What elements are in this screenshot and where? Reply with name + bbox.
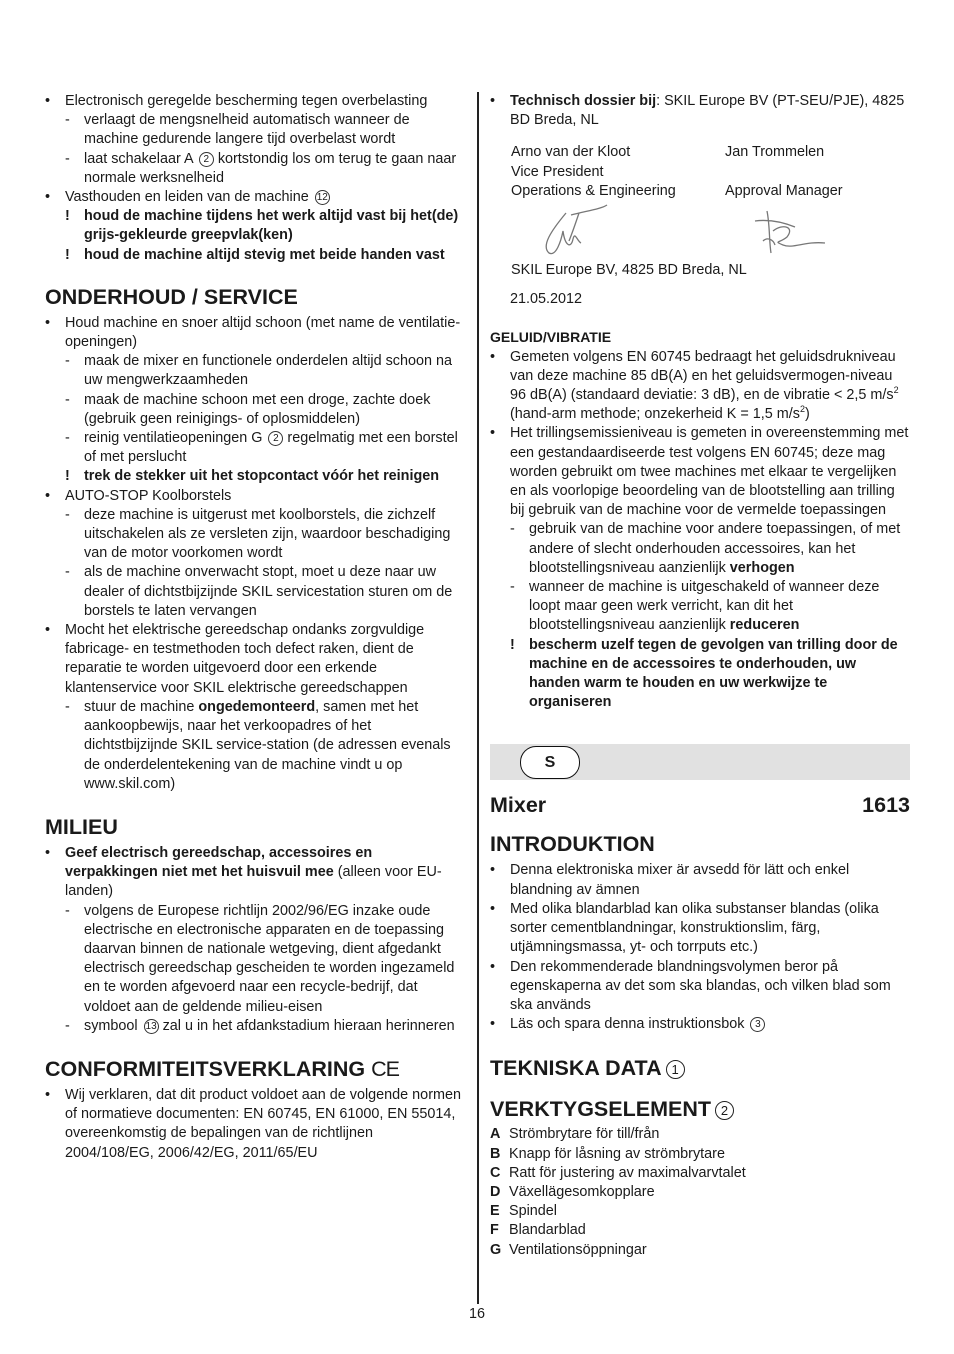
list-item: [490, 1145, 910, 1164]
sub-item: [490, 520, 910, 578]
ref-number-icon: 1: [666, 1060, 685, 1079]
superscript: 2: [799, 404, 805, 415]
item-text: wanneer de machine is uitgeschakeld of wanneer deze loopt maar geen werk verricht, kan dit het blootstellingsniveau aanzienlijk: [529, 579, 880, 634]
subsection-heading: GELUID/VIBRATIE: [490, 329, 612, 346]
sub-item: [490, 578, 910, 636]
item-text: volgens de Europese richtlijn 2002/96/EG inzake oude electrische en electronische apparaten en de toepassing daarvan binnen de nationale wetgeving, dient afgedankt electrisch gereedschap gescheiden te worden ingezameld en te worden afgevoerd naar een recycle-bedrijf, dat voldoet aan de geldende milieu-eisen: [84, 902, 455, 1015]
ref-number-icon: 13: [145, 1020, 157, 1032]
superscript: 2: [893, 385, 899, 396]
emphasis-text: Technisch dossier bij: [510, 93, 657, 109]
sub-item: [45, 698, 465, 794]
section-heading: MILIEU: [45, 814, 118, 839]
part-label: Växellägesomkopplare: [509, 1183, 655, 1200]
ref-number-icon: 12: [316, 192, 328, 204]
section-heading: [45, 1056, 465, 1082]
item-text: (hand-arm methode; onzekerheid K = 1,5 m/s: [510, 406, 800, 423]
part-label: Spindel: [509, 1203, 558, 1220]
part-label: Ratt för justering av maximalvarvtalet: [509, 1164, 746, 1181]
item-text: Houd machine en snoer altijd schoon (met name de ventilatie-openingen): [65, 314, 461, 351]
item-text: maak de machine schoon met een droge, zachte doek (gebruik geen reinigings- of oplosmiddelen): [84, 391, 431, 427]
item-text: : SKIL Europe BV (PT-SEU/PJE), 4825 BD Breda, NL: [510, 93, 905, 129]
item-text: Vasthouden en leiden van de machine: [65, 189, 309, 206]
part-letter: G: [490, 1241, 502, 1258]
signature-block: [511, 143, 910, 280]
item-text: als de machine onverwacht stopt, moet u deze naar uw dealer of dichtstbijzijnde SKIL servicestation sturen om de borstels te laten vervangen: [84, 564, 453, 619]
item-text: stuur de machine: [84, 698, 195, 715]
item-text: Wij verklaren, dat dit product voldoet aan de volgende normen of normatieve documenten: EN 60745, EN 61000, EN 55014, overeenkomstig de bepalingen van de richtlijnen 2004/108/EG, 2006/42/EG, 2011/65/EU: [65, 1086, 461, 1161]
product-number: 1613: [862, 793, 910, 818]
item-text: Gemeten volgens EN 60745 bedraagt het geluidsdrukniveau van deze machine 85 dB(A) en het geluidsvermogen-niveau 96 dB(A) (standaard deviatie: 3 dB), en de vibratie < 2,5 m/s: [510, 348, 896, 404]
list-item: [45, 188, 465, 207]
list-item: [490, 1015, 910, 1034]
ref-number-icon: 2: [268, 431, 283, 446]
list-item: [45, 844, 465, 902]
part-label: Ventilationsöppningar: [509, 1241, 647, 1258]
item-text: Läs och spara denna instruktionsbok: [510, 1016, 745, 1033]
signature-image: [511, 201, 725, 261]
company-address: SKIL Europe BV, 4825 BD Breda, NL: [511, 262, 747, 279]
column-divider: [477, 92, 479, 1304]
item-text: maak de mixer en functionele onderdelen altijd schoon na uw mengwerkzaamheden: [84, 353, 452, 389]
list-item: [45, 1086, 465, 1163]
left-column: [45, 92, 465, 1163]
item-text: , samen met het aankoopbewijs, naar het verkoopadres of het dichtstbijzijnde SKIL service-station (de adressen evenals de onderdelentekening van de machine vindt u op www.skil.com): [84, 698, 451, 792]
list-item: [490, 1221, 910, 1240]
list-item: [490, 1164, 910, 1183]
section-heading: ONDERHOUD / SERVICE: [45, 284, 298, 309]
item-text: ): [804, 406, 810, 423]
sub-item: [45, 391, 465, 429]
section-heading: [490, 1096, 910, 1122]
list-item: [490, 1125, 910, 1144]
warning-item: [45, 467, 465, 486]
item-text: trek de stekker uit het stopcontact vóór het reinigen: [84, 468, 440, 485]
list-item: [490, 1241, 910, 1260]
emphasis-text: ongedemonteerd: [198, 698, 316, 715]
list-item: [490, 958, 910, 1016]
language-badge: S: [520, 746, 580, 779]
sub-item: [45, 563, 465, 621]
signer-name: Jan Trommelen: [725, 144, 825, 161]
item-text: Mocht het elektrische gereedschap ondanks zorgvuldige fabricage- en testmethoden toch defect raken, dient de reparatie te worden uitgevoerd door een erkende klantenservice voor SKIL elektrische gereedschappen: [65, 622, 425, 696]
list-item: [490, 861, 910, 899]
part-letter: E: [490, 1203, 500, 1220]
page-number: 16: [468, 1306, 485, 1322]
signer-title: Operations & Engineering: [511, 182, 676, 199]
item-text: Den rekommenderade blandningsvolymen beror på egenskaperna av det som ska blandas, och vilken blad som ska används: [510, 958, 891, 1013]
ref-number-icon: 2: [715, 1101, 734, 1120]
list-item: [45, 487, 465, 506]
section-heading: INTRODUKTION: [490, 832, 655, 857]
emphasis-text: verhogen: [729, 559, 795, 576]
item-text: Electronisch geregelde bescherming tegen overbelasting: [65, 93, 428, 109]
heading-text: TEKNISKA DATA: [490, 1056, 662, 1081]
sub-item: [45, 1017, 465, 1036]
heading-text: CONFORMITEITSVERKLARING: [45, 1056, 366, 1081]
item-text: Denna elektroniska mixer är avsedd för lätt och enkel blandning av ämnen: [510, 862, 850, 898]
signature-date: 21.05.2012: [510, 291, 583, 308]
item-text: houd de machine altijd stevig met beide handen vast: [84, 246, 445, 263]
item-text: AUTO-STOP Koolborstels: [65, 487, 232, 504]
sub-item: [45, 506, 465, 564]
part-letter: B: [490, 1145, 501, 1162]
item-text: reinig ventilatieopeningen G: [84, 430, 263, 447]
warning-item: [45, 207, 465, 245]
signature-image: [725, 201, 915, 261]
part-letter: D: [490, 1183, 501, 1200]
item-text: kortstondig los om terug te gaan naar normale werksnelheid: [84, 150, 457, 186]
sub-item: [45, 902, 465, 1017]
sub-item: [45, 111, 465, 149]
item-text: bescherm uzelf tegen de gevolgen van trilling door de machine en de accessoires te onderhouden, uw handen warm te houden en uw werkwijze te organiseren: [529, 636, 898, 711]
part-label: Strömbrytare för till/från: [509, 1126, 660, 1143]
sub-item: [45, 352, 465, 390]
item-text: gebruik van de machine voor andere toepassingen, of met andere of slecht onderhouden accessoires, kan het blootstellingsniveau aanzienlijk: [529, 521, 901, 576]
list-item: [45, 621, 465, 698]
part-letter: C: [490, 1164, 501, 1181]
emphasis-text: reduceren: [729, 617, 800, 634]
list-item: [490, 348, 910, 425]
signer-title: Approval Manager: [725, 182, 843, 199]
ref-number-icon: 3: [750, 1017, 765, 1032]
list-item: [490, 424, 910, 520]
warning-item: [45, 246, 465, 265]
part-letter: A: [490, 1126, 501, 1143]
section-heading: [490, 1055, 910, 1081]
ref-number-icon: 2: [199, 152, 214, 167]
product-name: Mixer: [490, 793, 547, 818]
emphasis-text: Geef electrisch gereedschap, accessoires en verpakkingen niet met het huisvuil mee: [65, 844, 373, 881]
list-item: [45, 314, 465, 352]
product-title: [490, 792, 910, 818]
part-label: Blandarblad: [509, 1222, 586, 1239]
part-letter: F: [490, 1222, 499, 1239]
item-text: Het trillingsemissieniveau is gemeten in overeenstemming met een gestandaardiseerde test volgens EN 60745; deze mag worden gebruikt om twee machines met elkaar te vergelijken en als voorlopige beoordeling van de blootstelling aan trilling bij gebruik van de machine voor de vermelde toepassingen: [510, 425, 909, 519]
item-text: houd de machine tijdens het werk altijd vast bij het(de) grijs-gekleurde greepvlak(ken): [84, 208, 459, 244]
list-item: [490, 92, 910, 130]
list-item: [45, 92, 465, 111]
sub-item: [45, 150, 465, 188]
item-text: laat schakelaar A: [84, 150, 193, 167]
item-text: deze machine is uitgerust met koolborstels, die zichzelf uitschakelen als ze versleten zijn, waardoor beschadiging van de motor voorkomen wordt: [84, 506, 451, 562]
item-text: regelmatig met een borstel of met perslucht: [84, 430, 458, 466]
list-item: [490, 1202, 910, 1221]
parts-list: [490, 1125, 910, 1259]
signer-name: Arno van der Kloot: [511, 144, 631, 161]
warning-item: [490, 636, 910, 713]
signer-title: Vice President: [511, 163, 604, 180]
language-band: [490, 744, 910, 780]
item-text: verlaagt de mengsnelheid automatisch wanneer de machine gedurende langere tijd overbelast wordt: [84, 112, 410, 148]
item-text: (alleen voor EU-landen): [65, 864, 442, 900]
part-label: Knapp för låsning av strömbrytare: [509, 1145, 725, 1162]
right-column: [490, 92, 910, 1260]
heading-text: VERKTYGSELEMENT: [490, 1097, 711, 1122]
item-text: symbool: [84, 1017, 138, 1034]
item-text: zal u in het afdankstadium hieraan herinneren: [162, 1017, 455, 1034]
list-item: [490, 1183, 910, 1202]
list-item: [490, 900, 910, 958]
ce-mark-icon: CE: [371, 1056, 399, 1081]
item-text: Med olika blandarblad kan olika substanser blandas (olika sorter cementblandningar, konstruktionslim, färg, utjämningsmassa, yt- och torrputs etc.): [510, 900, 879, 956]
sub-item: [45, 429, 465, 467]
